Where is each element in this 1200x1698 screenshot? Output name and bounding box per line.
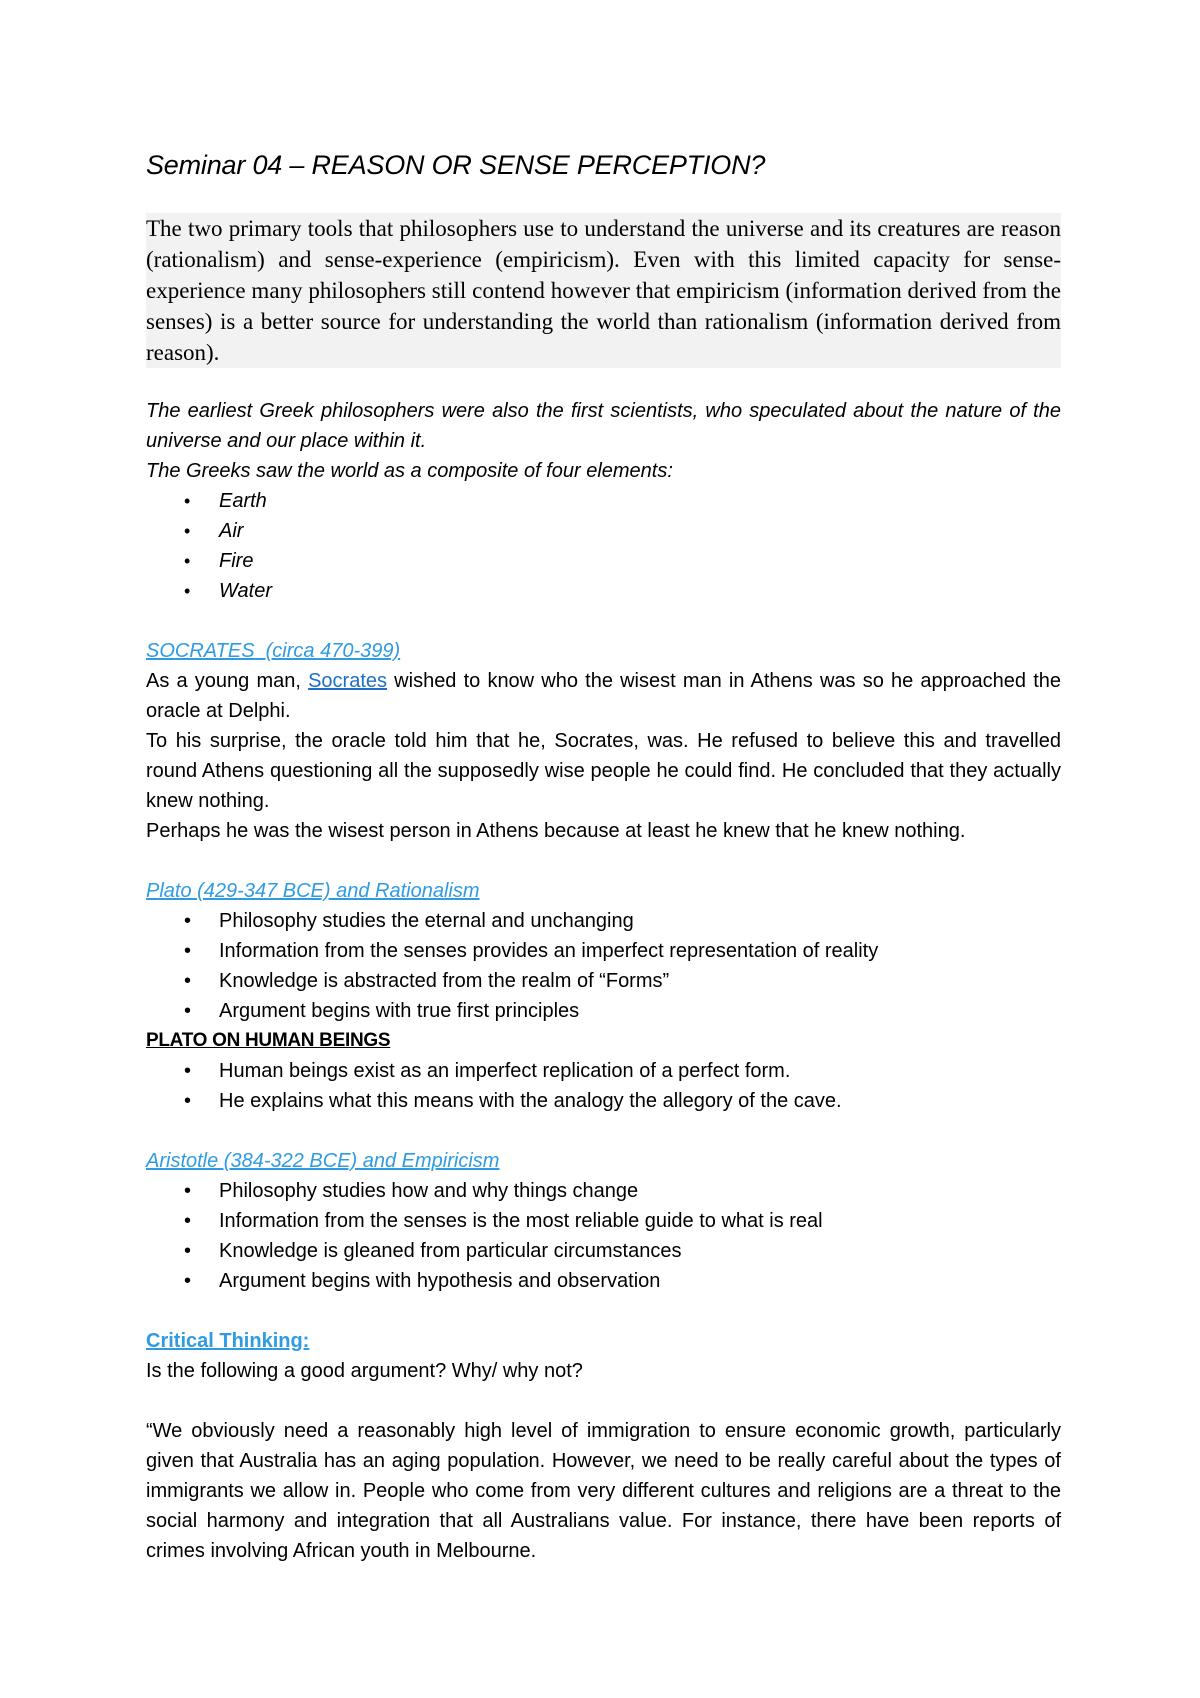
list-item: • Philosophy studies how and why things change xyxy=(146,1176,1061,1206)
list-item: • Information from the senses provides an imperfect representation of reality xyxy=(146,936,1061,966)
bullet-icon: • xyxy=(184,551,191,571)
plato-heading-link[interactable]: Plato (429-347 BCE) and Rationalism xyxy=(146,880,480,902)
bullet-icon: • xyxy=(184,1090,192,1112)
bullet-icon: • xyxy=(184,581,191,601)
socrates-heading-link[interactable]: SOCRATES (circa 470-399) xyxy=(146,640,401,662)
aristotle-heading-link[interactable]: Aristotle (384-322 BCE) and Empiricism xyxy=(146,1150,500,1172)
list-item: • He explains what this means with the analogy the allegory of the cave. xyxy=(146,1086,1061,1116)
socrates-paragraph-3: Perhaps he was the wisest person in Athens because at least he knew that he knew nothing. xyxy=(146,820,966,842)
list-item: • Knowledge is abstracted from the realm of “Forms” xyxy=(146,966,1061,996)
list-item: • Water xyxy=(146,576,1061,606)
bullet-icon: • xyxy=(184,521,191,541)
bullet-icon: • xyxy=(184,910,192,932)
greeks-line-2: The Greeks saw the world as a composite of four elements: xyxy=(146,460,673,482)
plato-human-subhead: PLATO ON HUMAN BEINGS xyxy=(146,1030,391,1051)
bullet-icon: • xyxy=(184,1060,192,1082)
document-page xyxy=(146,150,1061,1566)
list-item: • Human beings exist as an imperfect replication of a perfect form. xyxy=(146,1056,1061,1086)
list-item: • Argument begins with true first principles xyxy=(146,996,1061,1026)
list-item: • Fire xyxy=(146,546,1061,576)
list-item: • Knowledge is gleaned from particular circumstances xyxy=(146,1236,1061,1266)
socrates-link[interactable]: Socrates xyxy=(308,670,388,692)
plato-points-list xyxy=(146,906,1061,1026)
list-item: • Argument begins with hypothesis and observation xyxy=(146,1266,1061,1296)
bullet-icon: • xyxy=(184,1180,192,1202)
plato-human-points-list xyxy=(146,1056,1061,1116)
socrates-text xyxy=(146,666,1061,846)
aristotle-points-list xyxy=(146,1176,1061,1296)
argument-quote: “We obviously need a reasonably high level of immigration to ensure economic growth, particularly given that Australia has an aging population. However, we need to be really careful about the types of immigrants we allow in. People who come from very different cultures and religions are a threat to the social harmony and integration that all Australians value. For instance, there have been reports of crimes involving African youth in Melbourne. xyxy=(146,1420,1061,1562)
elements-list xyxy=(146,486,1061,606)
greeks-line-1: The earliest Greek philosophers were also the first scientists, who speculated about the nature of the universe and our place within it. xyxy=(146,400,1061,452)
list-item: • Philosophy studies the eternal and unchanging xyxy=(146,906,1061,936)
bullet-icon: • xyxy=(184,491,191,511)
critical-thinking-question: Is the following a good argument? Why/ why not? xyxy=(146,1360,583,1382)
intro-paragraph: The two primary tools that philosophers use to understand the universe and its creatures are reason (rationalism) and sense-experience (empiricism). Even with this limited capacity for sense-experience many philosophers still contend however that empiricism (information derived from the senses) is a better source for understanding the world than rationalism (information derived from reason). xyxy=(146,213,1061,368)
bullet-icon: • xyxy=(184,1270,192,1292)
bullet-icon: • xyxy=(184,1000,192,1022)
bullet-icon: • xyxy=(184,1240,192,1262)
greeks-intro xyxy=(146,396,1061,486)
socrates-paragraph-2: To his surprise, the oracle told him that he, Socrates, was. He refused to believe this and travelled round Athens questioning all the supposedly wise people he could find. He concluded that they actually knew nothing. xyxy=(146,730,1061,812)
page-title: Seminar 04 – REASON OR SENSE PERCEPTION? xyxy=(146,150,766,180)
bullet-icon: • xyxy=(184,940,192,962)
list-item: • Air xyxy=(146,516,1061,546)
bullet-icon: • xyxy=(184,970,192,992)
bullet-icon: • xyxy=(184,1210,192,1232)
socrates-paragraph-1: As a young man, Socrates wished to know who the wisest man in Athens was so he approached the oracle at Delphi. xyxy=(146,670,1061,722)
list-item: • Earth xyxy=(146,486,1061,516)
critical-thinking-heading[interactable]: Critical Thinking: xyxy=(146,1330,310,1352)
list-item: • Information from the senses is the most reliable guide to what is real xyxy=(146,1206,1061,1236)
